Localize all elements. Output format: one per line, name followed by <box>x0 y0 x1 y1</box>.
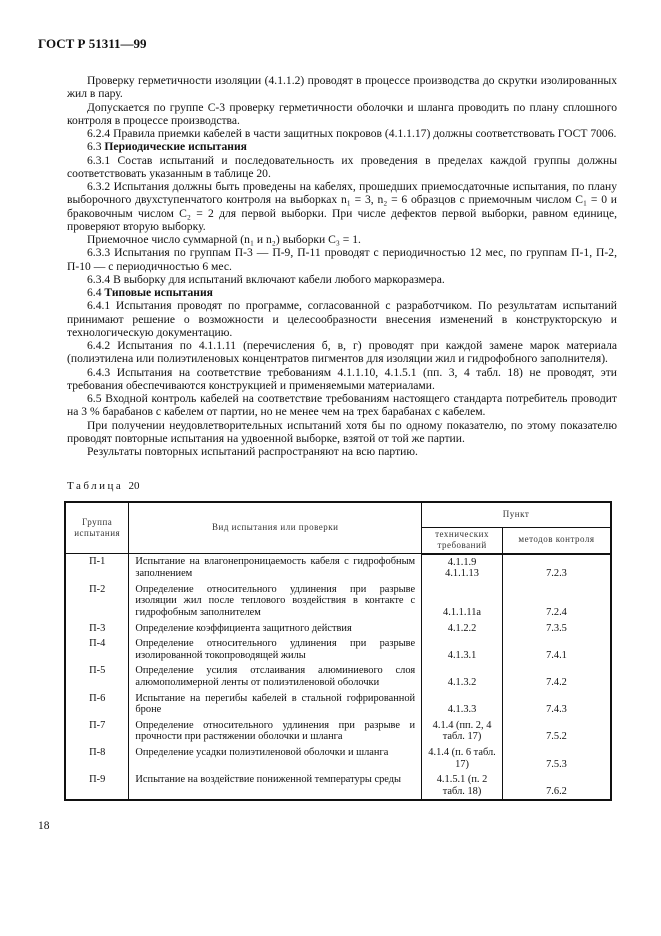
row-kind: Определение относительного удлинения при разрыве изоляции жил после теплового воздействия в контакте с гидрофобным заполнителем <box>129 582 422 621</box>
row-group: П-8 <box>65 745 129 772</box>
row-tech: 4.1.4 (пп. 2, 4 табл. 17) <box>422 718 503 745</box>
table-row <box>65 554 611 582</box>
row-tech: 4.1.5.1 (п. 2 табл. 18) <box>422 772 503 800</box>
paragraph: 6.4.3 Испытания на соответствие требованиям 4.1.1.10, 4.1.5.1 (пп. 3, 4 табл. 18) не проводят, эти требования обеспечиваются конструкцией и применяемыми материалами. <box>67 365 617 392</box>
paragraph: 6.3.4 В выборку для испытаний включают кабели любого маркоразмера. <box>87 272 445 286</box>
header-clause: Пункт <box>422 502 611 527</box>
paragraph: 6.4.2 Испытания по 4.1.1.11 (перечисления б, в, г) проводят при каждой замене марок материала (полиэтилена или полиэтиленовых концентратов пигментов для изоляции жил и гидрофобного заполнителя). <box>67 339 617 366</box>
table-20 <box>64 501 612 801</box>
table-caption <box>67 480 140 492</box>
row-tech: 4.1.3.2 <box>422 663 503 690</box>
row-methods: 7.4.3 <box>502 691 611 718</box>
row-group: П-5 <box>65 663 129 690</box>
row-kind: Определение коэффициента защитного действия <box>129 621 422 637</box>
row-methods: 7.2.3 <box>502 554 611 582</box>
paragraph: Допускается по группе С-3 проверку герметичности оболочки и шланга проводить по плану сплошного контроля в процессе производства. <box>67 100 617 127</box>
row-tech: 4.1.1.11а <box>422 582 503 621</box>
row-group: П-1 <box>65 554 129 582</box>
row-group: П-4 <box>65 636 129 663</box>
table-row <box>65 772 611 800</box>
table-row <box>65 745 611 772</box>
header-tech: технических требований <box>422 527 503 554</box>
row-group: П-3 <box>65 621 129 637</box>
row-group: П-9 <box>65 772 129 800</box>
paragraph: 6.3.1 Состав испытаний и последовательность их проведения в пределах каждой группы должны соответствовать указанным в таблице 20. <box>67 153 617 180</box>
table-row <box>65 718 611 745</box>
row-tech: 4.1.3.3 <box>422 691 503 718</box>
row-kind: Испытание на влагонепроницаемость кабеля с гидрофобным заполнением <box>129 554 422 582</box>
row-methods: 7.5.3 <box>502 745 611 772</box>
paragraph: При получении неудовлетворительных испытаний хотя бы по одному показателю, по этому показателю проводят повторные испытания на удвоенной выборке, взятой от той же партии. <box>67 418 617 445</box>
document-body <box>67 74 617 458</box>
section-title: Периодические испытания <box>104 140 247 154</box>
row-tech: 4.1.2.2 <box>422 621 503 637</box>
table-row <box>65 691 611 718</box>
row-kind: Испытание на перегибы кабелей в стальной гофрированной броне <box>129 691 422 718</box>
paragraph: 6.2.4 Правила приемки кабелей в части защитных покровов (4.1.1.17) должны соответствовать ГОСТ 7006. <box>87 127 617 140</box>
page-number: 18 <box>38 820 50 832</box>
table-caption-label: Таблица <box>67 480 124 492</box>
row-kind: Определение усилия отслаивания алюминиевого слоя алюмополимерной ленты от полиэтиленовой оболочки <box>129 663 422 690</box>
paragraph: 6.3.3 Испытания по группам П-3 — П-9, П-11 проводят с периодичностью 12 мес, по группам П-1, П-2, П-10 — с периодичностью 6 мес. <box>67 246 617 273</box>
row-group: П-2 <box>65 582 129 621</box>
row-tech: 4.1.3.1 <box>422 636 503 663</box>
table-row <box>65 663 611 690</box>
row-methods: 7.5.2 <box>502 718 611 745</box>
header-methods: методов контроля <box>502 527 611 554</box>
section-heading <box>67 140 617 153</box>
table-row <box>65 582 611 621</box>
paragraph: Приемочное число суммарной (n₁ и n₂) выборки C₃ = 1. <box>87 233 361 246</box>
table-row <box>65 636 611 663</box>
section-number: 6.3 <box>87 140 102 154</box>
row-methods: 7.3.5 <box>502 621 611 637</box>
row-kind: Определение относительного удлинения при разрыве изолированной токопроводящей жилы <box>129 636 422 663</box>
row-group: П-6 <box>65 691 129 718</box>
row-tech: 4.1.4 (п. 6 табл. 17) <box>422 745 503 772</box>
header-kind: Вид испытания или проверки <box>129 502 422 554</box>
row-methods: 7.6.2 <box>502 772 611 800</box>
row-kind: Испытание на воздействие пониженной температуры среды <box>129 772 422 800</box>
row-tech: 4.1.1.9 4.1.1.13 <box>422 554 503 582</box>
paragraph: 6.4.1 Испытания проводят по программе, согласованной с разработчиком. По результатам испытаний принимают решение о возможности и целесообразности внесения изменений в конструкторскую и технологическую документацию. <box>67 299 617 339</box>
row-methods: 7.2.4 <box>502 582 611 621</box>
table-row <box>65 621 611 637</box>
header-group: Группа испытания <box>65 502 129 554</box>
row-group: П-7 <box>65 718 129 745</box>
row-methods: 7.4.1 <box>502 636 611 663</box>
paragraph: Проверку герметичности изоляции (4.1.1.2) проводят в процессе производства до скрутки изолированных жил в пару. <box>67 74 617 101</box>
paragraph: 6.5 Входной контроль кабелей на соответствие требованиям настоящего стандарта потребитель проводит на 3 % барабанов с кабелем от партии, но не менее чем на трех барабанах с кабелем. <box>67 392 617 419</box>
section-heading <box>67 286 617 299</box>
section-title: Типовые испытания <box>104 286 213 299</box>
row-kind: Определение усадки полиэтиленовой оболочки и шланга <box>129 745 422 772</box>
section-number: 6.4 <box>87 286 102 299</box>
table-number: 20 <box>128 480 140 492</box>
row-kind: Определение относительного удлинения при разрыве и прочности при растяжении оболочки и шланга <box>129 718 422 745</box>
document-header: ГОСТ Р 51311—99 <box>38 36 147 51</box>
row-methods: 7.4.2 <box>502 663 611 690</box>
paragraph: 6.3.2 Испытания должны быть проведены на кабелях, прошедших приемосдаточные испытания, по плану выборочного двухступенчатого контроля на выборках n₁ = 3, n₂ = 6 образцов с приемочным числом C₁ = 0 и браковочным числом C₂ = 2 для первой выборки. При числе дефектов первой выборки, равном единице, проверяют вторую выборку. <box>67 180 617 233</box>
paragraph: Результаты повторных испытаний распространяют на всю партию. <box>87 445 418 458</box>
